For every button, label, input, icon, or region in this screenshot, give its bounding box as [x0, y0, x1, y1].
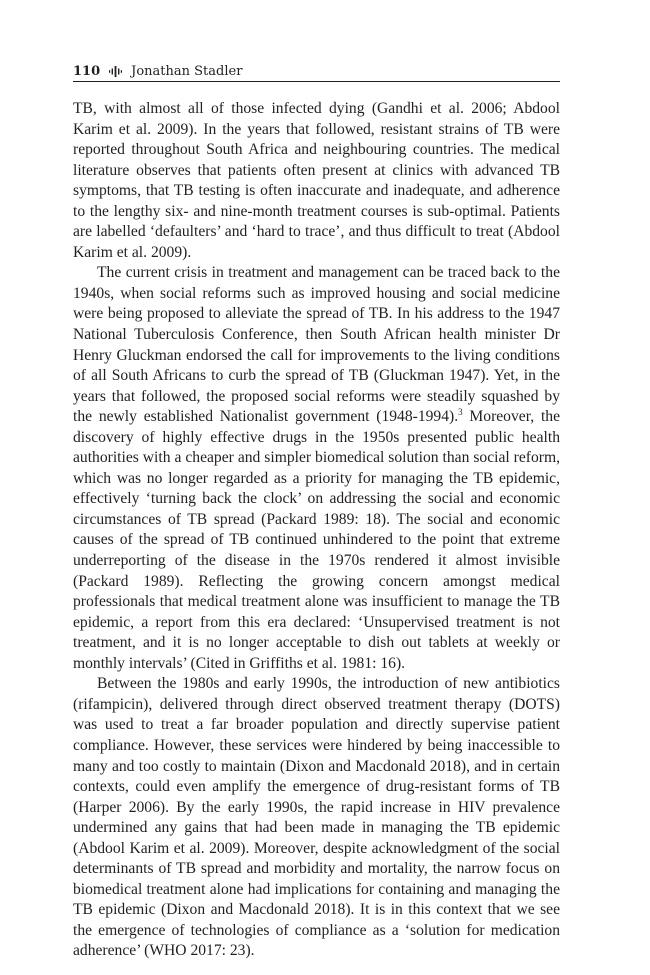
paragraph-2-part-1: The current crisis in treatment and management can be traced back to the 1940s, when social reforms such as improved housing and social medicine were being proposed to alleviate the spread of TB. In his address to the 1947 National Tuberculosis Conference, then South African health minister Dr Henry Gluckman endorsed the call for improvements to the living conditions of all South Africans to curb the spread of TB (Gluckman 1947). Yet, in the years that followed, the proposed social reforms were steadily squashed by the newly established Nationalist government (1948-1994). — [73, 264, 560, 426]
paragraph-3: Between the 1980s and early 1990s, the introduction of new antibiotics (rifampicin), delivered through direct observed treatment therapy (DOTS) was used to treat a far broader population and directly supervise patient compliance. However, these services were hindered by being inaccessible to many and too costly to maintain (Dixon and Macdonald 2018), and in certain contexts, could even amplify the emergence of drug-resistant forms of TB (Harper 2006). By the early 1990s, the rapid increase in HIV prevalence undermined any gains that had been made in managing the TB epidemic (Abdool Karim et al. 2009). Moreover, despite acknowledgment of the social determinants of TB spread and morbidity and mortality, the narrow focus on biomedical treatment alone had implications for containing and managing the TB epidemic (Dixon and Macdonald 2018). It is in this context that we see the emergence of technologies of compliance as a ‘solution for medication adherence’ (WHO 2017: 23). — [73, 675, 560, 960]
paragraph-1: TB, with almost all of those infected dying (Gandhi et al. 2006; Abdool Karim et al. 2009). In the years that followed, resistant strains of TB were reported throughout South Africa and neighbouring countries. The medical literature observes that patients often present at clinics with advanced TB symptoms, that TB testing is often inaccurate and inadequate, and adherence to the lengthy six- and nine-month treatment courses is sub-optimal. Patients are labelled ‘defaulters’ and ‘hard to trace’, and thus difficult to treat (Abdool Karim et al. 2009). — [73, 100, 560, 261]
paragraph-2-part-2: Moreover, the discovery of highly effective drugs in the 1950s presented public health authorities with a cheaper and simpler biomedical solution than social reform, which was no longer regarded as a priority for managing the TB epidemic, effectively ‘turning back the clock’ on addressing the social and economic circumstances of TB spread (Packard 1989: 18). The social and economic causes of the spread of TB continued unhindered to the point that extreme underreporting of the disease in the 1970s rendered it almost invisible (Packard 1989). Reflecting the growing concern amongst medical professionals that medical treatment alone was insufficient to manage the TB epidemic, a report from this era declared: ‘Unsupervised treatment is not treatment, and it is no longer acceptable to dish out tablets at weekly or monthly intervals’ (Cited in Griffiths et al. 1981: 16). — [73, 408, 560, 672]
paragraph-2 — [73, 263, 560, 674]
fleuron-icon — [109, 66, 122, 77]
footnote-marker[interactable]: 3 — [458, 407, 463, 418]
running-head — [73, 58, 560, 82]
running-head-author: Jonathan Stadler — [131, 64, 243, 79]
page-number: 110 — [73, 64, 101, 79]
book-page — [73, 0, 560, 975]
body-text — [73, 99, 560, 962]
